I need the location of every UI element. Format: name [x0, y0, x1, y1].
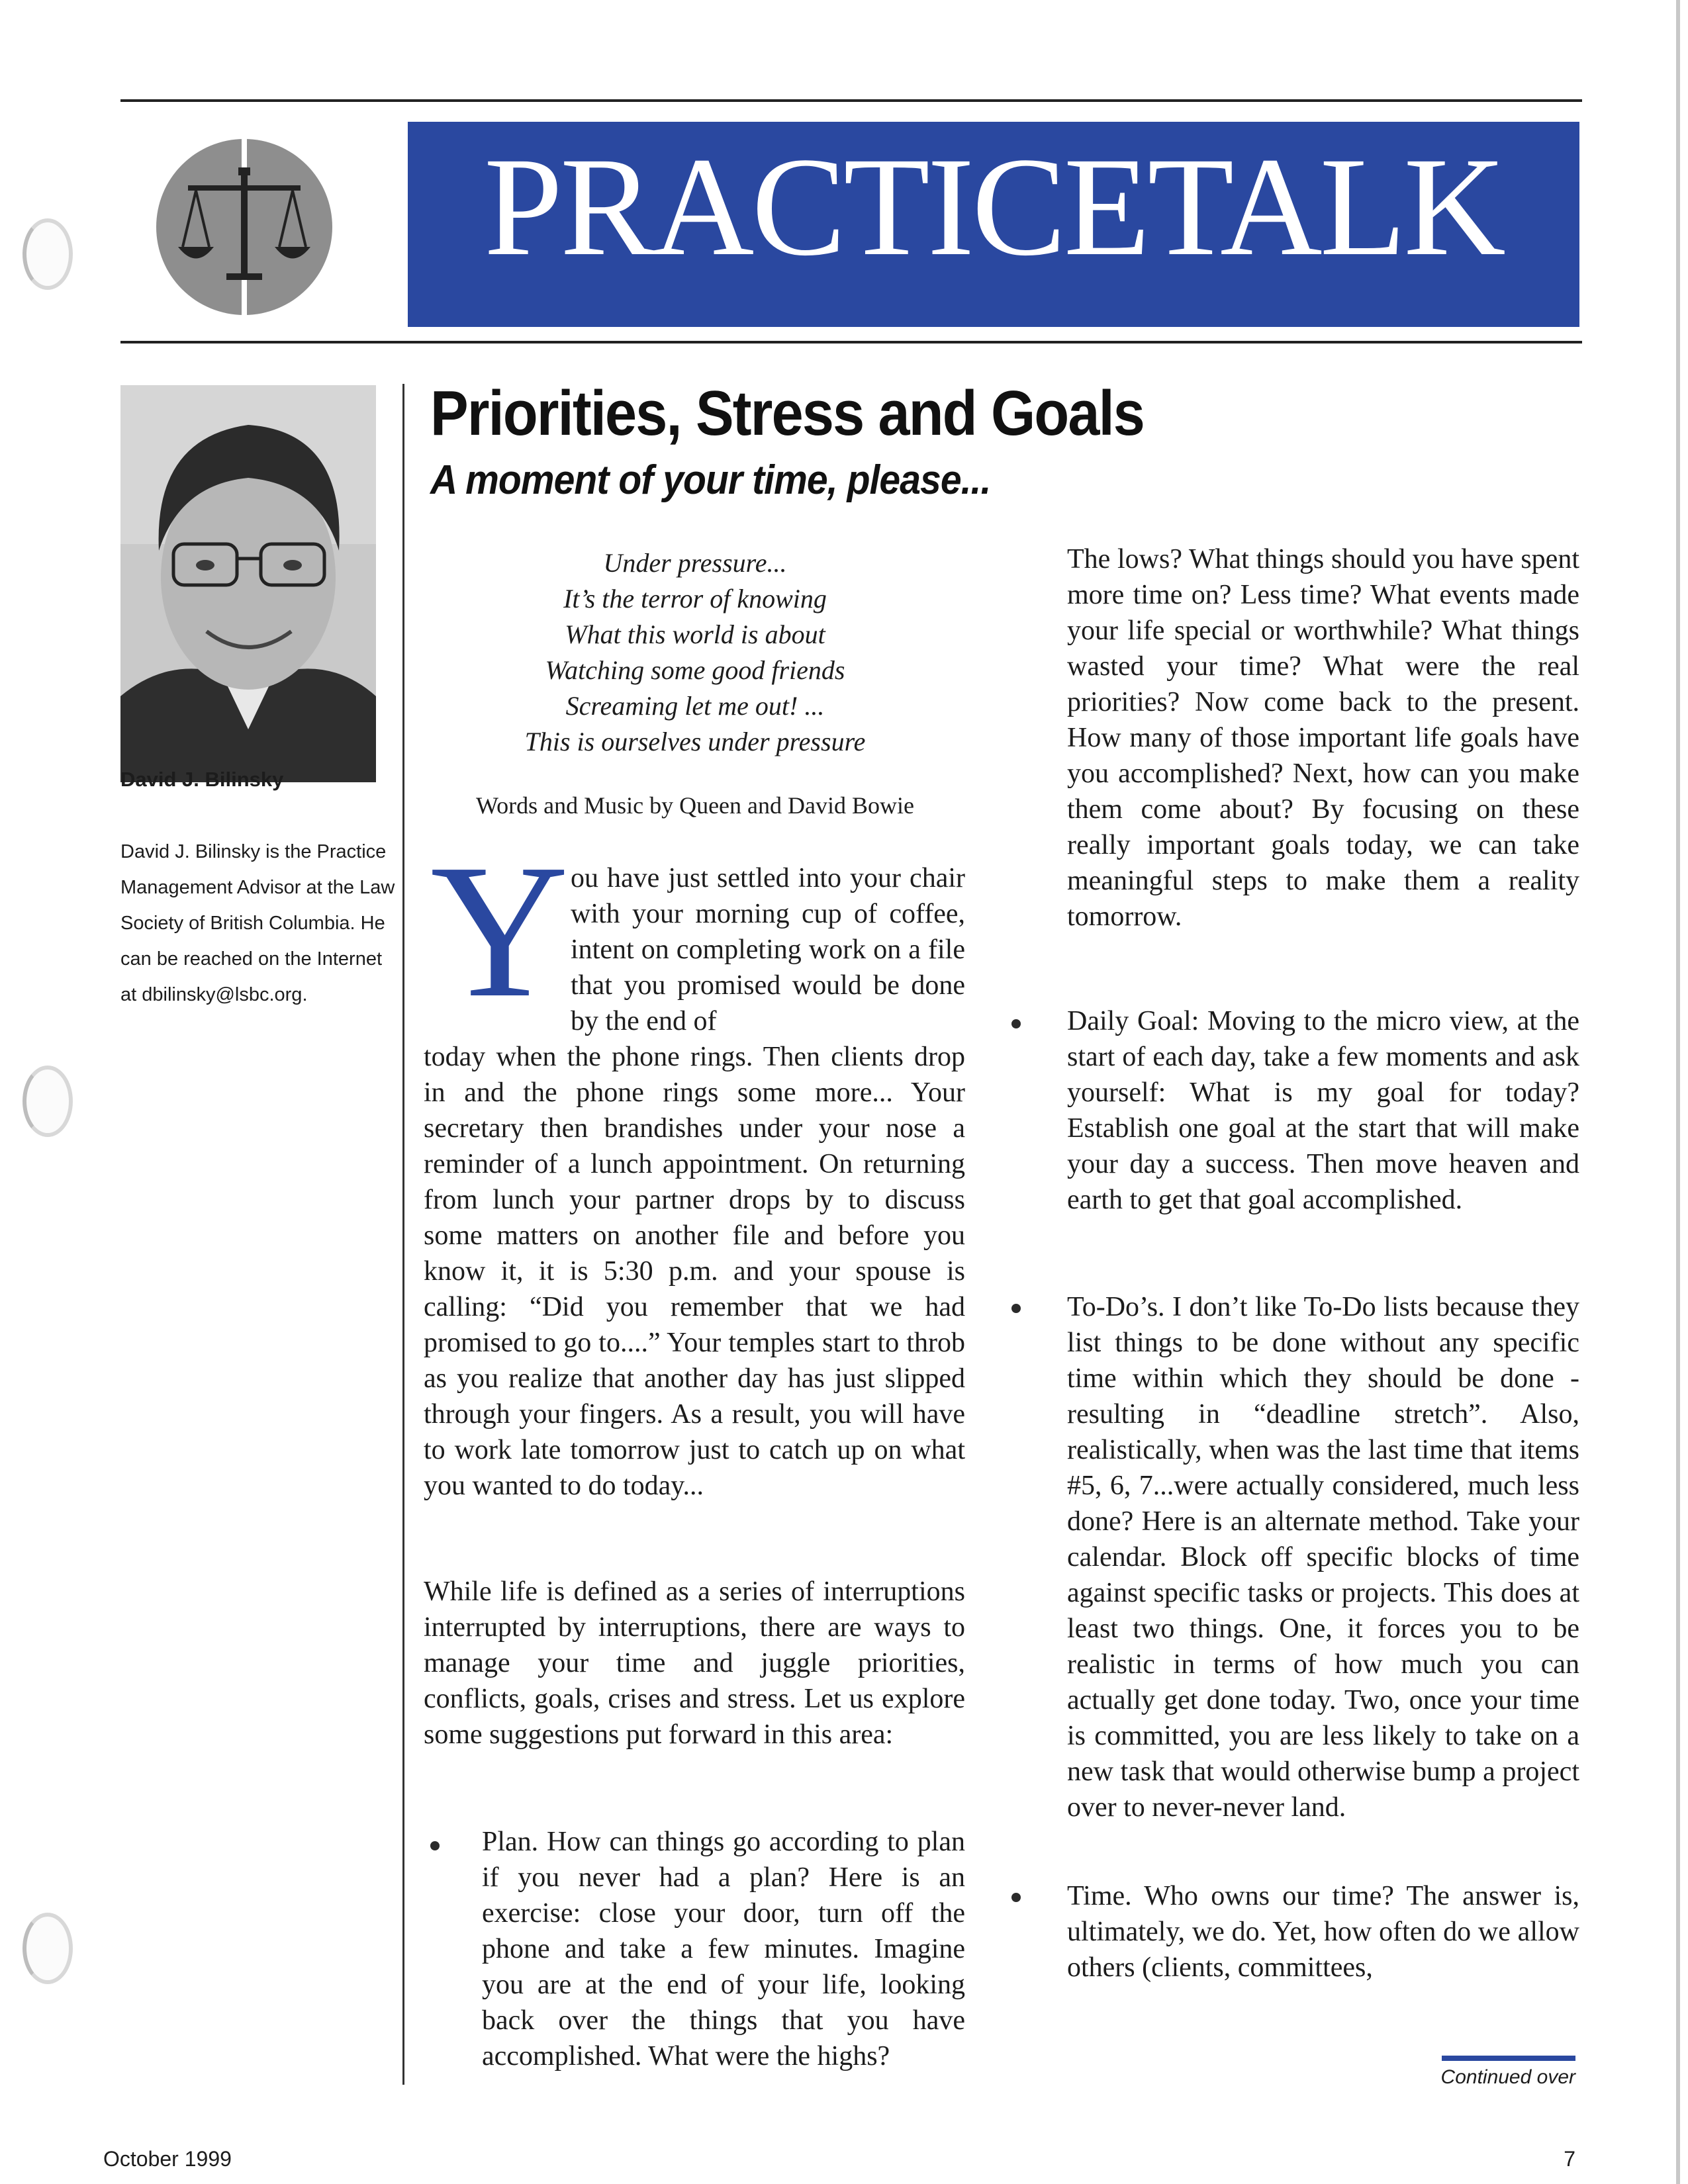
epigraph-line: Screaming let me out! ...: [565, 691, 825, 721]
continued-rule: [1442, 2056, 1575, 2061]
bullet-plan-part2: The lows? What things should you have spent more time on? Less time? What events made your life special or worthwhile? What things wasted your time? What were the real priorities? Now come back to the present. How many of those important life goals have you accomplished? Next, how can you make them come about? By focusing on these really important goals today, we can take meaningful steps to make them a reality tomorrow.: [1067, 544, 1579, 932]
epigraph-line: Under pressure...: [603, 548, 787, 578]
bullet-marker: [430, 1841, 440, 1850]
epigraph-line: Watching some good friends: [545, 655, 845, 685]
binder-hole-middle: [23, 1066, 73, 1137]
continued-over: Continued over: [1440, 2066, 1575, 2088]
epigraph-credit: Words and Music by Queen and David Bowie: [476, 792, 914, 819]
masthead-title: PRACTICETALK: [484, 128, 1503, 285]
epigraph-line: This is ourselves under pressure: [524, 727, 866, 756]
bullet-daily-goal: Daily Goal: Moving to the micro view, at the start of each day, take a few moments and ask yourself: What is my goal for today? Establish one goal at the start that will make your day a success. Then move heaven and earth to get that goal accomplished.: [1067, 1006, 1579, 1215]
bullet-marker: [1011, 1893, 1021, 1902]
drop-cap: Y: [430, 825, 569, 1037]
header-top-rule: [120, 99, 1582, 102]
article-subhead: A moment of your time, please...: [430, 457, 991, 503]
bullet-marker: [1011, 1304, 1021, 1313]
scales-of-justice-icon: [155, 138, 334, 316]
epigraph-line: It’s the terror of knowing: [563, 584, 827, 614]
bullet-plan-part1: Plan. How can things go according to plan if you never had a plan? Here is an exercise: close your door, turn off the phone and take a few minutes. Imagine you are at the end of your life, looking back over the things that you have accomplished. What were the highs?: [482, 1827, 965, 2071]
header-bottom-rule: [120, 341, 1582, 343]
page-number: 7: [1564, 2147, 1575, 2171]
binder-hole-top: [23, 218, 73, 290]
bullet-marker: [1011, 1019, 1021, 1028]
intro-paragraph-lead: ou have just settled into your chair with your morning cup of coffee, intent on completing work on a file that you promised would be done by the end of: [571, 863, 965, 1036]
epigraph-line: What this world is about: [565, 619, 825, 649]
intro-paragraph-rest: today when the phone rings. Then clients drop in and the phone rings some more... Your secretary then brandishes under your nose a reminder of a lunch appointment. On returning from lunch your partner drops by to discuss some matters on another file and before you know it, it is 5:30 p.m. and your spouse is calling: “Did you remember that we had promised to go to....” Your temples start to throb as you realize that another day has just slipped through your fingers. As a result, you will have to work late tomorrow just to catch up on what you wanted to do today...: [424, 1042, 965, 1501]
article-headline: Priorities, Stress and Goals: [430, 378, 1145, 449]
page-edge: [1676, 0, 1680, 2184]
paragraph-2: While life is defined as a series of interruptions interrupted by interruptions, there are ways to manage your time and juggle priorities, conflicts, goals, crises and stress. Let us explore some suggestions put forward in this area:: [424, 1576, 965, 1750]
bullet-time: Time. Who owns our time? The answer is, ultimately, we do. Yet, how often do we allow others (clients, committees,: [1067, 1881, 1579, 1983]
author-bio: David J. Bilinsky is the Practice Management Advisor at the Law Society of British Columbia. He can be reached on the Internet at dbilinsky@lsbc.org.: [120, 841, 395, 1005]
author-name: David J. Bilinsky: [120, 768, 284, 791]
masthead-banner: [408, 122, 1579, 327]
epigraph: [424, 545, 966, 760]
issue-date: October 1999: [103, 2147, 232, 2171]
bullet-to-dos: To-Do’s. I don’t like To-Do lists because they list things to be done without any specific time within which they should be done - resulting in “deadline stretch”. Also, realistically, when was the last time that items #5, 6, 7...were actually considered, much less done? Here is an alternate method. Take your calendar. Block off specific blocks of time against specific tasks or projects. This does at least two things. One, it forces you to be realistic in terms of how much you can actually get done today. Two, once your time is committed, you are less likely to take on a new task that would otherwise bump a project over to never-never land.: [1067, 1292, 1579, 1823]
author-photo: [120, 385, 376, 782]
column-divider: [402, 384, 404, 2085]
binder-hole-bottom: [23, 1913, 73, 1984]
